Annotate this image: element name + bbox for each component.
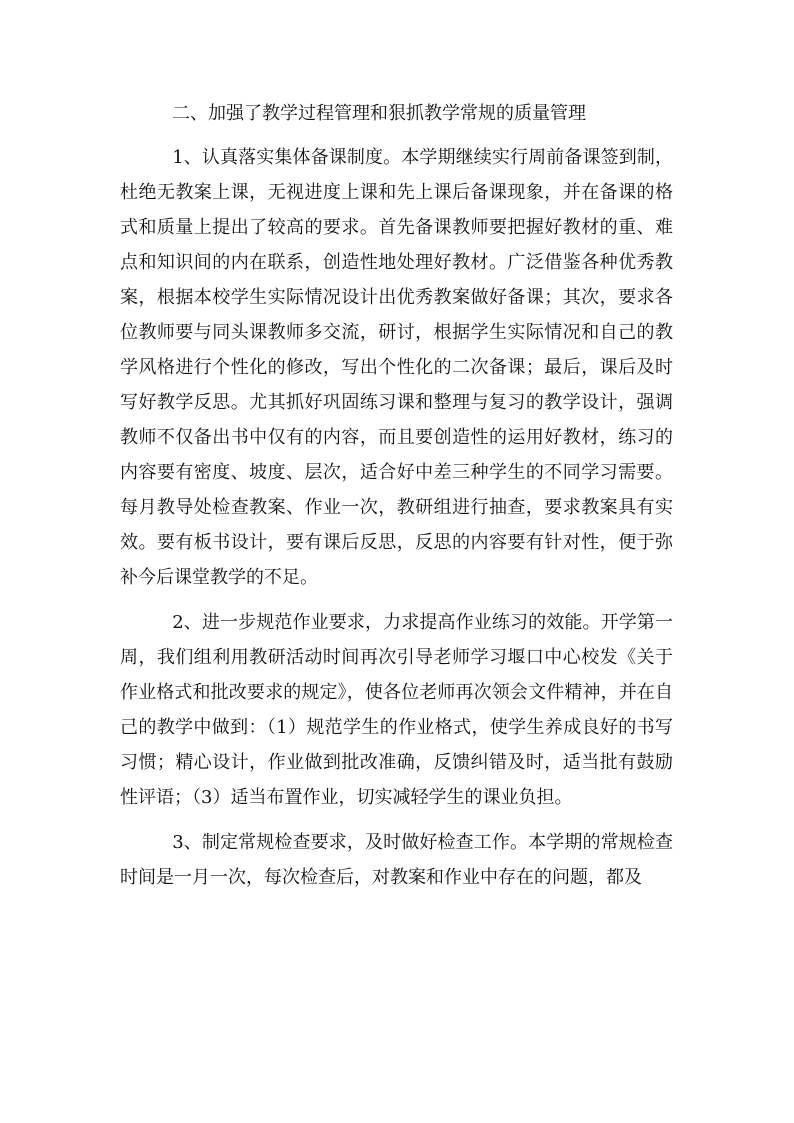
paragraph-routine-inspection: 3、制定常规检查要求，及时做好检查工作。本学期的常规检查时间是一月一次，每次检查后，对教案和作业中存在的问题，都及 xyxy=(120,832,673,888)
paragraph-collective-lesson-prep: 1、认真落实集体备课制度。本学期继续实行周前备课签到制，杜绝无教案上课，无视进度上课和先上课后备课现象，并在备课的格式和质量上提出了较高的要求。首先备课教师要把握好教材的重、难点和知识间的内在联系，创造性地处理好教材。广泛借鉴各种优秀教案，根据本校学生实际情况设计出优秀教案做好备课；其次，要求各位教师要与同头课教师多交流，研讨，根据学生实际情况和自己的教学风格进行个性化的修改，写出个性化的二次备课；最后，课后及时写好教学反思。尤其抓好巩固练习课和整理与复习的教学设计，强调教师不仅备出书中仅有的内容，而且要创造性的运用好教材，练习的内容要有密度、坡度、层次，适合好中差三种学生的不同学习需要。每月教导处检查教案、作业一次，教研组进行抽查，要求教案具有实效。要有板书设计，要有课后反思，反思的内容要有针对性，便于弥补今后课堂教学的不足。 xyxy=(120,147,673,588)
paragraph-homework-requirements: 2、进一步规范作业要求，力求提高作业练习的效能。开学第一周，我们组利用教研活动时间再次引导老师学习堰口中心校发《关于作业格式和批改要求的规定》，使各位老师再次领会文件精神，并在自己的教学中做到：（1）规范学生的作业格式，使学生养成良好的书写习惯；精心设计，作业做到批改准确，反馈纠错及时，适当批有鼓励性评语；（3）适当布置作业，切实减轻学生的课业负担。 xyxy=(120,612,673,808)
section-heading: 二、加强了教学过程管理和狠抓教学常规的质量管理 xyxy=(172,103,586,124)
document-body xyxy=(120,98,673,895)
